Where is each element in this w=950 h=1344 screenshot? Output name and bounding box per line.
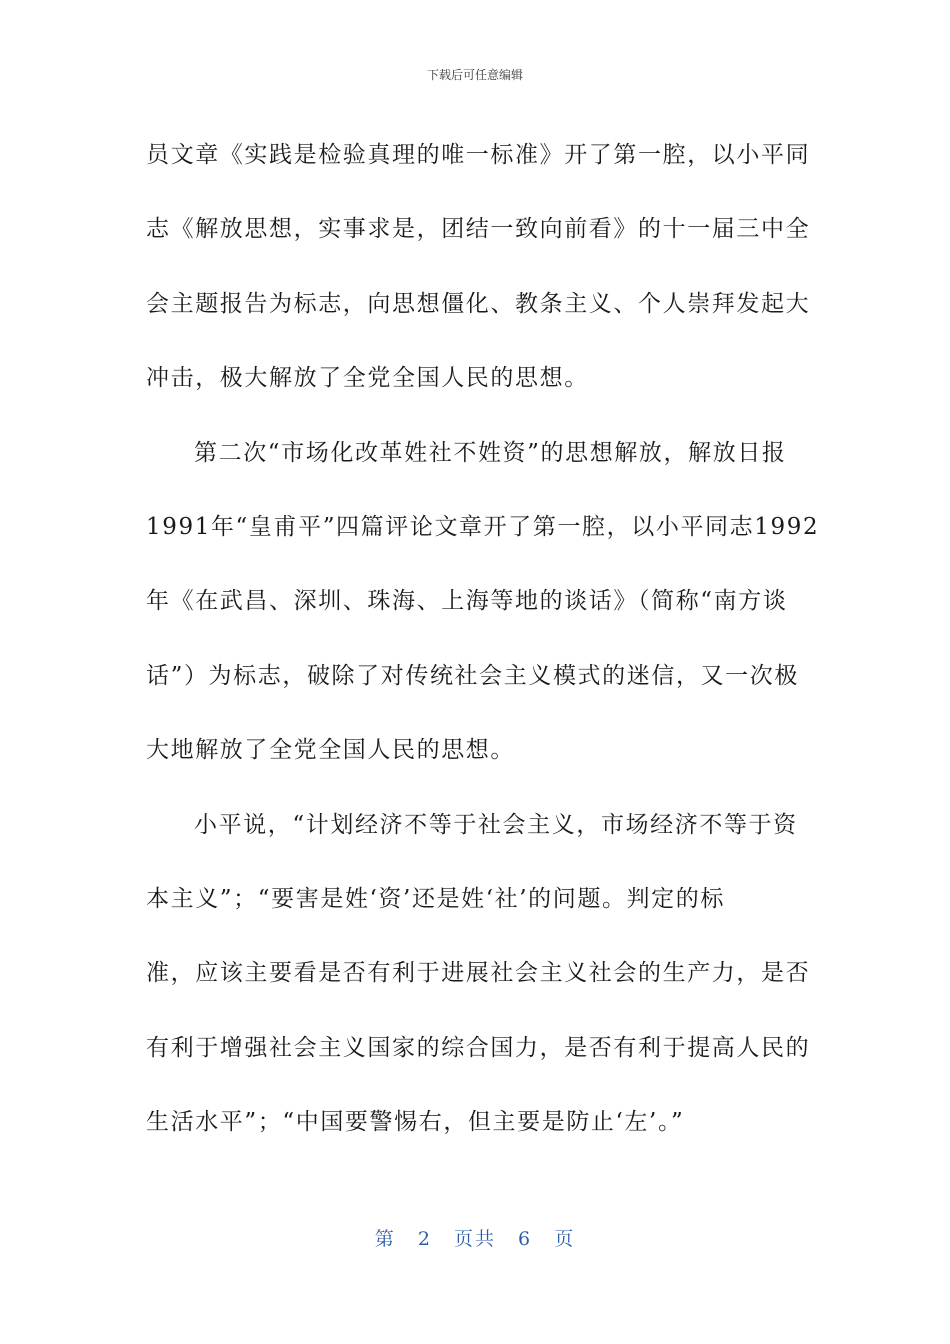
page-suffix: 页 xyxy=(554,1228,576,1250)
text-line: 有利于增强社会主义国家的综合国力，是否有利于提高人民的 xyxy=(146,1034,811,1061)
page-prefix: 第 xyxy=(374,1228,396,1250)
text-line: 员文章《实践是检验真理的唯一标准》开了第一腔，以小平同 xyxy=(146,142,811,168)
paragraph-first-line: 第二次“市场化改革姓社不姓资”的思想解放，解放日报 xyxy=(194,439,787,466)
text-line: 冲击，极大解放了全党全国人民的思想。 xyxy=(146,365,589,392)
document-body xyxy=(146,118,820,1159)
text-line: 大地解放了全党全国人民的思想。 xyxy=(146,737,515,764)
text-line: 1991年“皇甫平”四篇评论文章开了第一腔，以小平同志1992 xyxy=(146,513,820,540)
text-line: 年《在武昌、深圳、珠海、上海等地的谈话》（简称“南方谈 xyxy=(146,588,788,615)
page-total: 6 xyxy=(518,1228,533,1250)
text-line: 生活水平”；“中国要警惕右，但主要是防止‘左’。” xyxy=(146,1109,685,1136)
text-line: 志《解放思想，实事求是，团结一致向前看》的十一届三中全 xyxy=(146,216,811,243)
page-number xyxy=(0,1224,950,1251)
paragraph-first-line: 小平说，“计划经济不等于社会主义，市场经济不等于资 xyxy=(194,811,798,838)
page-middle: 页共 xyxy=(453,1228,496,1250)
text-line: 本主义”；“要害是姓‘资’还是姓‘社’的问题。判定的标 xyxy=(146,885,725,912)
text-line: 话”）为标志，破除了对传统社会主义模式的迷信，又一次极 xyxy=(146,662,799,689)
page-header-note: 下载后可任意编辑 xyxy=(426,68,523,82)
text-line: 会主题报告为标志，向思想僵化、教条主义、个人崇拜发起大 xyxy=(146,290,811,317)
text-line: 准，应该主要看是否有利于进展社会主义社会的生产力，是否 xyxy=(146,960,811,987)
page-current: 2 xyxy=(417,1228,432,1250)
